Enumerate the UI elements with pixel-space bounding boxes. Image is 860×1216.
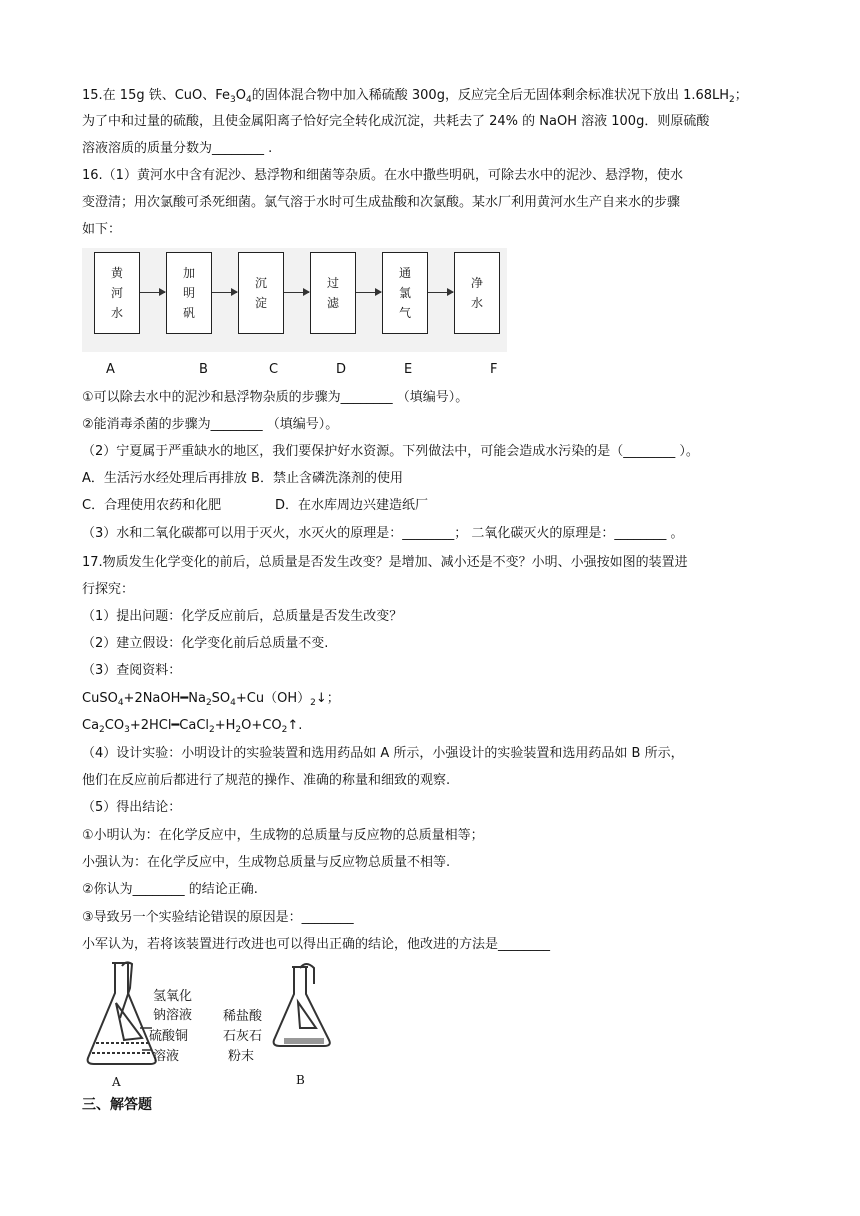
q16-option-d: D．在水库周边兴建造纸厂 — [275, 498, 429, 513]
flow-box-e: 通 氯 气 — [382, 252, 428, 334]
q17-line-13: 小军认为，若将该装置进行改进也可以得出正确的结论，他改进的方法是________ — [82, 937, 551, 952]
q16-part-3: （3）水和二氧化碳都可以用于灭火，水灭火的原理是：________； 二氧化碳灭火的原理是：________ 。 — [82, 526, 684, 541]
q16-line-3: 如下： — [82, 222, 122, 237]
q16-option-c: C．合理使用农药和化肥 — [82, 498, 222, 513]
limestone-powder — [284, 1038, 324, 1044]
q17-line-8: （5）得出结论： — [82, 800, 182, 815]
flow-label-a: A — [106, 362, 115, 377]
q16-sub-1: ①可以除去水中的泥沙和悬浮物杂质的步骤为________ （填编号）。 — [82, 390, 469, 405]
q17-line-10: 小强认为：在化学反应中，生成物总质量与反应物总质量不相等. — [82, 855, 451, 870]
flow-arrow — [356, 292, 381, 293]
q16-line-1: 16.（1）黄河水中含有泥沙、悬浮物和细菌等杂质。在水中撒些明矾，可除去水中的泥沙、悬浮物，使水 — [82, 168, 683, 183]
flask-a-drawing — [88, 962, 156, 1064]
apparatus-a-label-2: 钠溶液 — [153, 1008, 193, 1023]
q17-line-9: ①小明认为：在化学反应中，生成物的总质量与反应物的总质量相等； — [82, 828, 484, 843]
flow-arrow — [212, 292, 237, 293]
flowchart-background — [82, 248, 507, 352]
apparatus-b-figure — [270, 962, 350, 1082]
flow-label-f: F — [490, 362, 498, 377]
flow-box-b: 加 明 矾 — [166, 252, 212, 334]
apparatus-a-label-4: 溶液 — [153, 1049, 180, 1064]
apparatus-a-caption: A — [112, 1075, 121, 1089]
q15-line-2: 为了中和过量的硫酸，且使金属阳离子恰好完全转化成沉淀，共耗去了 24% 的 NaOH 溶液 100g．则原硫酸 — [82, 114, 710, 129]
q17-line-12: ③导致另一个实验结论错误的原因是：________ — [82, 910, 354, 925]
q17-line-3: （1）提出问题：化学反应前后，总质量是否发生改变？ — [82, 609, 403, 624]
flow-label-e: E — [404, 362, 413, 377]
flow-box-a: 黄 河 水 — [94, 252, 140, 334]
apparatus-a-label-3: 硫酸铜 — [149, 1029, 189, 1044]
apparatus-b-caption: B — [296, 1073, 305, 1087]
q16-part-2: （2）宁夏属于严重缺水的地区，我们要保护好水资源。下列做法中，可能会造成水污染的是（________ ）。 — [82, 444, 699, 459]
q16-line-2: 变澄清；用次氯酸可杀死细菌。氯气溶于水时可生成盐酸和次氯酸。某水厂利用黄河水生产自来水的步骤 — [82, 195, 681, 210]
q16-option-ab: A．生活污水经处理后再排放 B．禁止含磷洗涤剂的使用 — [82, 471, 403, 486]
apparatus-a-figure — [82, 958, 242, 1090]
q15-line-3: 溶液溶质的质量分数为________ . — [82, 141, 273, 156]
section-heading: 三、解答题 — [82, 1097, 152, 1113]
q17-line-1: 17.物质发生化学变化的前后，总质量是否发生改变？是增加、减小还是不变？小明、小强按如图的装置进 — [82, 555, 688, 570]
apparatus-b-label-1: 稀盐酸 — [223, 1009, 263, 1024]
q16-sub-2: ②能消毒杀菌的步骤为________ （填编号）。 — [82, 417, 339, 432]
q17-line-5: （3）查阅资料： — [82, 663, 182, 678]
q17-line-11: ②你认为________ 的结论正确. — [82, 882, 258, 897]
q17-line-6: （4）设计实验：小明设计的实验装置和选用药品如 A 所示，小强设计的实验装置和选用药品如 B 所示， — [82, 746, 684, 761]
flow-box-f: 净 水 — [454, 252, 500, 334]
q15-line-1: 15.在 15g 铁、CuO、$Fe_3O_4$的固体混合物中加入稀硫酸 300g，反应完全后无固体剩余标准状况下放出 $1.68LH_2$； — [82, 88, 748, 105]
flow-label-c: C — [269, 362, 279, 377]
apparatus-a-label-1: 氢氧化 — [153, 989, 193, 1004]
q17-line-7: 他们在反应前后都进行了规范的操作、准确的称量和细致的观察. — [82, 773, 451, 788]
q17-equation-2: $Ca_2CO_3+2HCl━CaCl_2+H_2O+CO_2↑$. — [82, 718, 303, 735]
flow-label-d: D — [336, 362, 347, 377]
flask-b-drawing — [274, 964, 330, 1046]
flow-box-c: 沉 淀 — [238, 252, 284, 334]
flow-box-d: 过 滤 — [310, 252, 356, 334]
flow-arrow — [140, 292, 165, 293]
apparatus-b-label-2: 石灰石 — [223, 1029, 263, 1044]
flow-label-b: B — [199, 362, 208, 377]
q17-line-4: （2）建立假设：化学变化前后总质量不变. — [82, 636, 329, 651]
flow-arrow — [284, 292, 309, 293]
q17-line-2: 行探究： — [82, 582, 135, 597]
apparatus-b-label-3: 粉末 — [228, 1049, 255, 1064]
flow-arrow — [428, 292, 453, 293]
q17-equation-1: $CuSO_4+2NaOH━Na_2SO_4+Cu(OH)_2↓$； — [82, 691, 340, 708]
